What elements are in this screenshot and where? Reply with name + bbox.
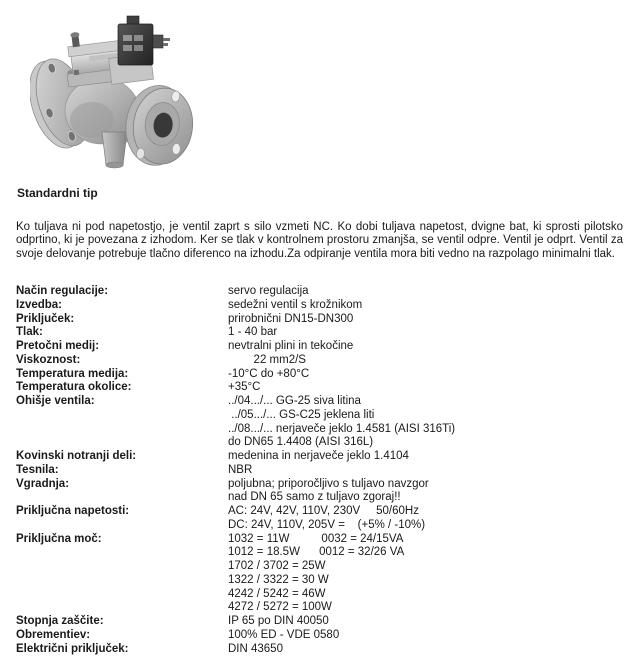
spec-value: nad DN 65 samo z tuljavo zgoraj!!	[228, 491, 401, 504]
spec-value: poljubna; priporočljivo s tuljavo navzgor	[228, 477, 429, 490]
spec-label	[16, 560, 228, 574]
spec-row	[16, 601, 630, 615]
spec-value: servo regulacija	[228, 285, 309, 297]
spec-label: Tlak:	[16, 326, 43, 339]
spec-label: Način regulacije:	[16, 285, 109, 297]
spec-value: IP 65 po DIN 40050	[228, 615, 329, 627]
spec-row	[16, 615, 630, 629]
spec-row	[16, 491, 630, 505]
spec-row	[16, 326, 630, 340]
spec-row	[16, 588, 630, 602]
spec-value: 4242 / 5242 = 46W	[228, 587, 326, 600]
spec-label: Temperatura medija:	[16, 367, 129, 380]
spec-value: 4272 / 5272 = 100W	[228, 601, 332, 614]
spec-row	[16, 533, 630, 547]
spec-row	[16, 574, 630, 588]
spec-value: 1322 / 3322 = 30 W	[228, 573, 329, 586]
spec-value: 100% ED - VDE 0580	[228, 628, 340, 641]
spec-value: ../05.../... GS-C25 jeklena liti	[228, 408, 375, 421]
spec-label	[16, 546, 228, 560]
spec-label: Tesnila:	[16, 463, 59, 476]
spec-label: Električni priključek:	[16, 642, 129, 655]
spec-label: Priključna napetosti:	[16, 505, 130, 517]
spec-row	[16, 450, 630, 464]
spec-label: Pretočni medij:	[16, 340, 100, 352]
spec-label: Kovinski notranji deli:	[16, 450, 137, 462]
spec-row	[16, 464, 630, 478]
spec-label	[16, 574, 228, 588]
spec-value: DC: 24V, 110V, 205V = (+5% / -10%)	[228, 518, 426, 531]
spec-row	[16, 505, 630, 519]
spec-value: prirobnični DN15-DN300	[228, 312, 354, 325]
spec-row	[16, 354, 630, 368]
spec-row	[16, 285, 630, 299]
spec-label	[16, 491, 228, 505]
spec-value: 1702 / 3702 = 25W	[228, 560, 326, 572]
solenoid-valve-illustration	[30, 8, 210, 178]
spec-label	[16, 519, 228, 533]
spec-value: sedežni ventil s krožnikom	[228, 298, 363, 311]
valve-photo	[30, 8, 210, 178]
spec-label: Izvedba:	[16, 298, 63, 311]
spec-value: nevtralni plini in tekočine	[228, 340, 354, 352]
spec-label: Stopnja zaščite:	[16, 615, 104, 627]
spec-row	[16, 560, 630, 574]
spec-value: ../08.../... nerjaveče jeklo 1.4581 (AISI 316Ti)	[228, 422, 456, 435]
spec-label: Viskoznost:	[16, 353, 81, 366]
spec-label: Temperatura okolice:	[16, 381, 132, 394]
description-paragraph: Ko tuljava ni pod napetostjo, je ventil zaprt s silo vzmeti NC. Ko dobi tuljava napetost, dvigne bat, ki sprosti pilotsko odprtino, ki je povezana z izhodom. Ker se tlak v kontrolnem prostoru zmanjša, se ventil odpre. Ventil je odprt. Ventil za svoje delovanje potrebuje tlačno diferenco na izhodu.Za odpiranje ventila mora biti vedno na razpolago minimalni tlak.	[16, 220, 623, 261]
spec-label	[16, 588, 228, 602]
spec-row	[16, 436, 630, 450]
spec-value: 1012 = 18.5W 0012 = 32/26 VA	[228, 546, 405, 559]
spec-value: -10°C do +80°C	[228, 367, 310, 380]
spec-label: Priključna moč:	[16, 532, 102, 545]
spec-row	[16, 368, 630, 382]
spec-label	[16, 601, 228, 615]
spec-row	[16, 313, 630, 327]
spec-row	[16, 409, 630, 423]
spec-row	[16, 643, 630, 657]
spec-value: 1 - 40 bar	[228, 326, 278, 339]
spec-row	[16, 519, 630, 533]
spec-row	[16, 340, 630, 354]
section-heading: Standardni tip	[17, 186, 98, 200]
solenoid-coil-shape	[118, 16, 170, 65]
spec-value: medenina in nerjaveče jeklo 1.4104	[228, 450, 409, 462]
spec-value: 22 mm2/S	[228, 353, 306, 366]
spec-row	[16, 629, 630, 643]
spec-row	[16, 478, 630, 492]
spec-value: +35°C	[228, 381, 261, 394]
spec-label	[16, 423, 228, 437]
spec-value: AC: 24V, 42V, 110V, 230V 50/60Hz	[228, 505, 419, 517]
spec-row	[16, 395, 630, 409]
spec-value: do DN65 1.4408 (AISI 316L)	[228, 436, 374, 449]
spec-value: NBR	[228, 463, 253, 476]
spec-value: DIN 43650	[228, 642, 283, 655]
spec-label	[16, 409, 228, 423]
spec-row	[16, 546, 630, 560]
spec-label: Priključek:	[16, 312, 75, 325]
spec-label: Obrementiev:	[16, 628, 91, 641]
spec-row	[16, 299, 630, 313]
spec-label: Vgradnja:	[16, 477, 70, 490]
spec-value: ../04.../... GG-25 siva litina	[228, 395, 361, 407]
spec-value: 1032 = 11W 0032 = 24/15VA	[228, 532, 404, 545]
spec-label	[16, 436, 228, 450]
spec-row	[16, 423, 630, 437]
spec-list	[16, 285, 630, 656]
spec-label: Ohišje ventila:	[16, 395, 95, 407]
spec-row	[16, 381, 630, 395]
